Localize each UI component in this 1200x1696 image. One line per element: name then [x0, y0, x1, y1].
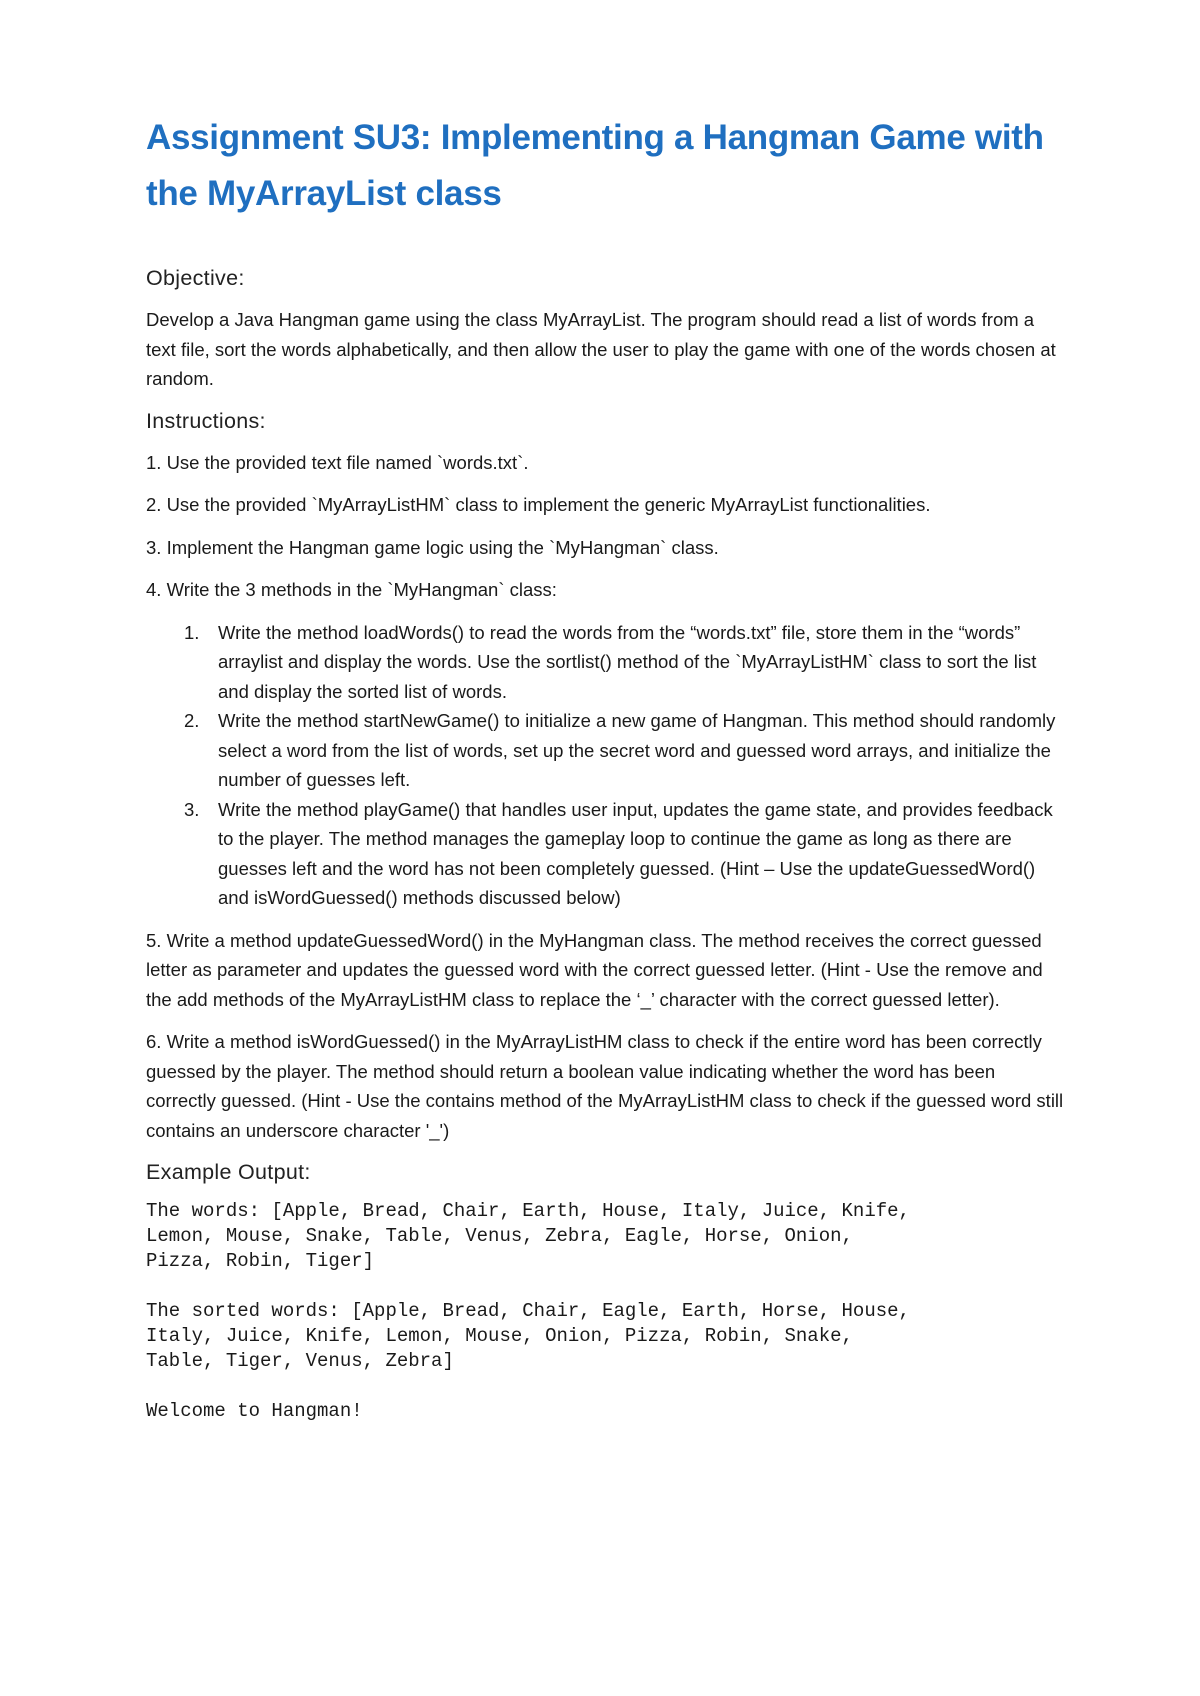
example-output-heading: Example Output:	[146, 1160, 311, 1184]
instruction-step-5: 5. Write a method updateGuessedWord() in the MyHangman class. The method receives the correct guessed letter as parameter and updates the guessed word with the correct guessed letter. (Hint - Use the remove and the add methods of the MyArrayListHM class to replace the ‘_’ character with the correct guessed letter).	[146, 929, 1043, 1010]
list-item-number: 3.	[184, 798, 200, 820]
output-sorted-words: The sorted words: [Apple, Bread, Chair, Eagle, Earth, Horse, House, Italy, Juice, Knife, Lemon, Mouse, Onion, Pizza, Robin, Snake, Table, Tiger, Venus, Zebra]	[146, 1300, 910, 1372]
document-title: Assignment SU3: Implementing a Hangman Game with the MyArrayList class	[146, 118, 1044, 213]
objective-heading: Objective:	[146, 266, 245, 290]
list-item-number: 2.	[184, 710, 200, 731]
method-list	[146, 618, 1066, 913]
instruction-step-2: 2. Use the provided `MyArrayListHM` class to implement the generic MyArrayList functionalities.	[146, 494, 931, 515]
instruction-step-6: 6. Write a method isWordGuessed() in the MyArrayListHM class to check if the entire word has been correctly guessed by the player. The method should return a boolean value indicating whether the word has been correctly guessed. (Hint - Use the contains method of the MyArrayListHM class to check if the guessed word still contains an underscore character '_')	[146, 1031, 1064, 1141]
list-item	[146, 795, 1066, 913]
instruction-step-4: 4. Write the 3 methods in the `MyHangman` class:	[146, 579, 557, 600]
list-item	[146, 618, 1066, 707]
output-words: The words: [Apple, Bread, Chair, Earth, House, Italy, Juice, Knife, Lemon, Mouse, Snake, Table, Venus, Zebra, Eagle, Horse, Onion, Pizza, Robin, Tiger]	[146, 1200, 910, 1272]
document-page	[146, 110, 1066, 1449]
instructions-heading: Instructions:	[146, 408, 266, 433]
list-item-text: Write the method startNewGame() to initialize a new game of Hangman. This method should randomly select a word from the list of words, set up the secret word and guessed word arrays, and initialize the number of guesses left.	[218, 710, 1056, 790]
output-welcome: Welcome to Hangman!	[146, 1400, 363, 1422]
instruction-step-1: 1. Use the provided text file named `words.txt`.	[146, 451, 529, 473]
list-item-number: 1.	[184, 621, 200, 643]
list-item	[146, 706, 1066, 795]
list-item-text: Write the method playGame() that handles user input, updates the game state, and provides feedback to the player. The method manages the gameplay loop to continue the game as long as there are guesses left and the word has not been completely guessed. (Hint – Use the updateGuessedWord() and isWordGuessed() methods discussed below)	[218, 798, 1053, 908]
instruction-step-3: 3. Implement the Hangman game logic using the `MyHangman` class.	[146, 536, 719, 558]
list-item-text: Write the method loadWords() to read the words from the “words.txt” file, store them in the “words” arraylist and display the words. Use the sortlist() method of the `MyArrayListHM` class to sort the list and display the sorted list of words.	[218, 621, 1037, 702]
objective-text: Develop a Java Hangman game using the class MyArrayList. The program should read a list of words from a text file, sort the words alphabetically, and then allow the user to play the game with one of the words chosen at random.	[146, 309, 1056, 389]
